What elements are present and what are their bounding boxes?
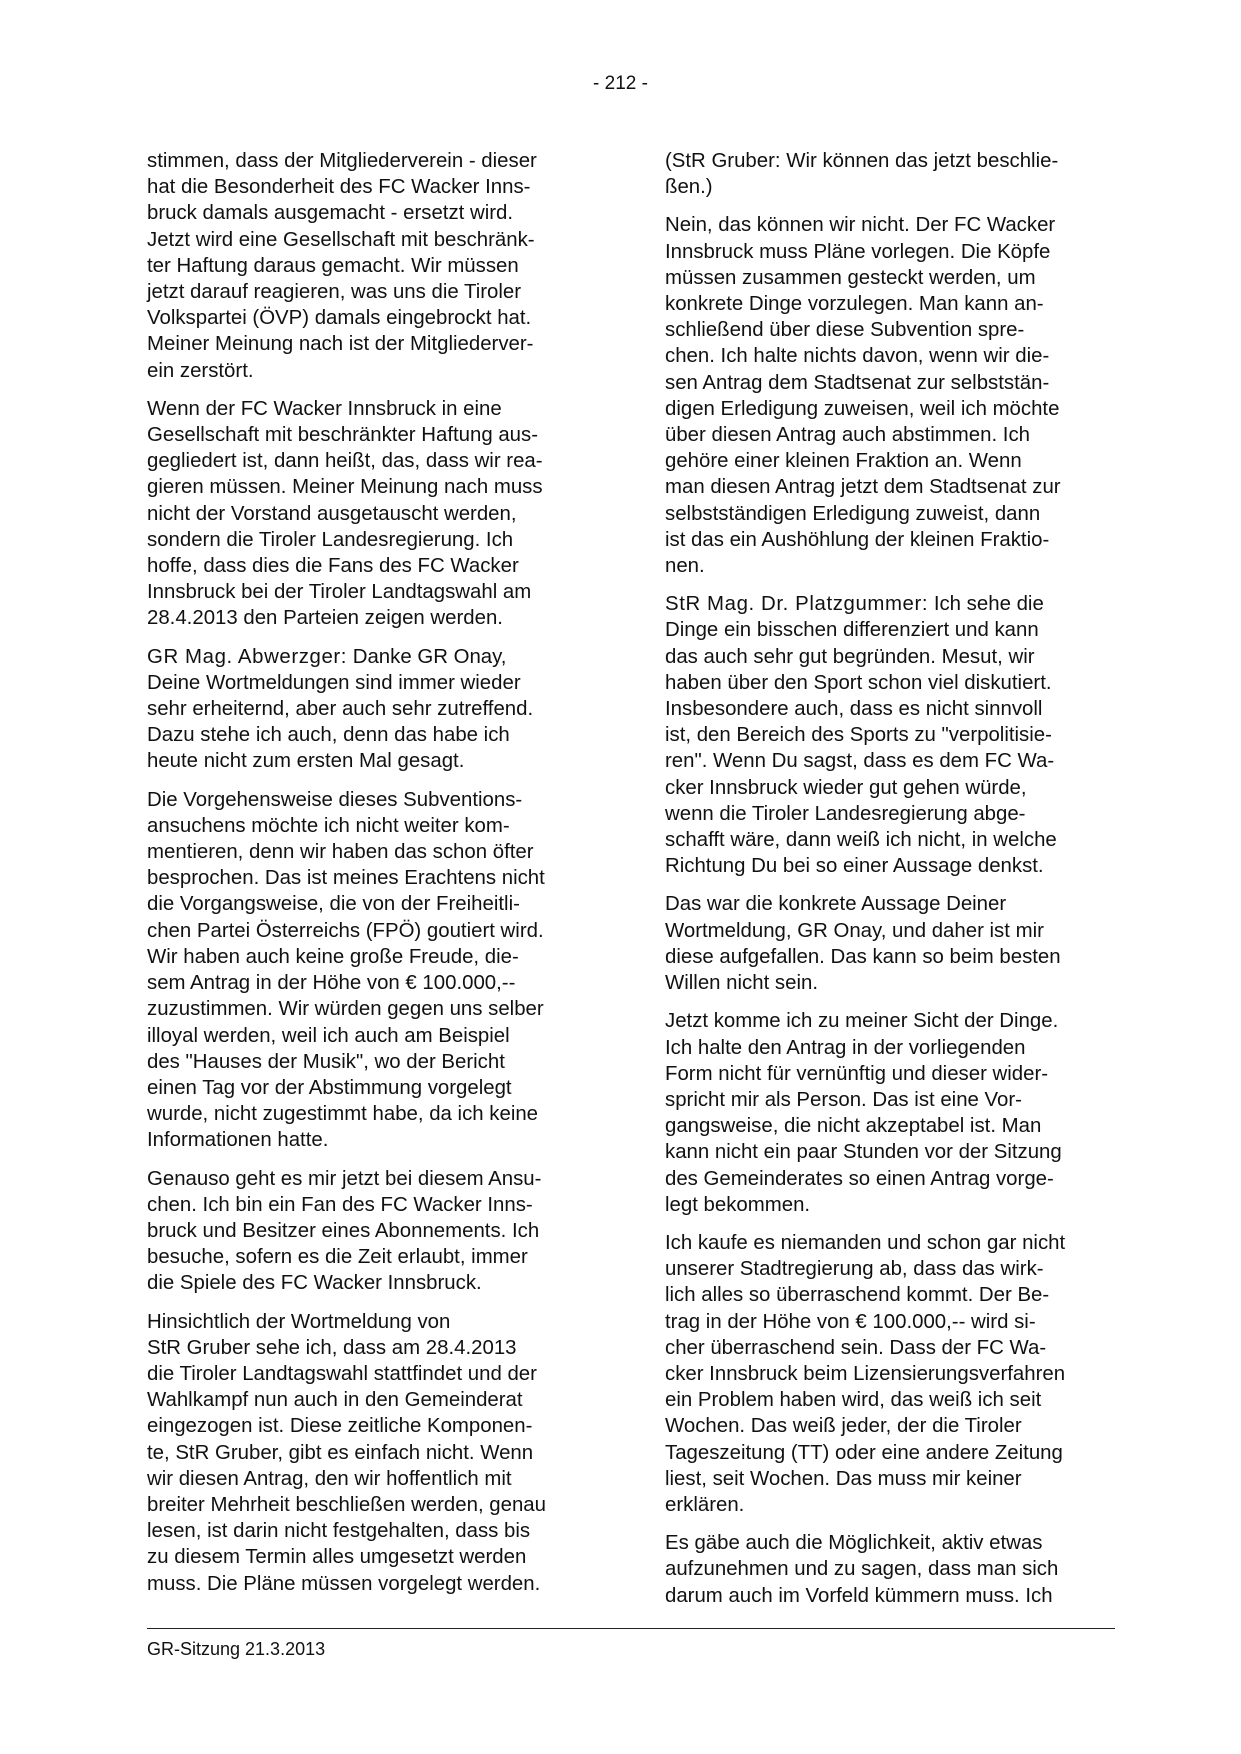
speaker-paragraph <box>147 644 599 775</box>
speech-text: Ich sehe die Dinge ein bisschen differenziert und kann das auch sehr gut begründen. Mesut, wir haben über den Sport schon viel diskutiert. Insbesondere auch, dass es nicht sinnvoll ist, den Bereich des Sports zu "verpolitisie- ren". Wenn Du sagst, dass es dem FC Wa- cker Innsbruck wieder gut gehen würde, wenn die Tiroler Landesregierung abge- schafft wäre, dann weiß ich nicht, in welche Richtung Du bei so einer Aussage denkst. <box>665 593 1057 878</box>
speaker-name: GR Mag. Abwerzger: <box>147 645 348 668</box>
paragraph: Das war die konkrete Aussage Deiner Wortmeldung, GR Onay, und daher ist mir diese aufgefallen. Das kann so beim besten Willen nicht sein. <box>665 893 1061 995</box>
speaker-paragraph <box>665 591 1125 879</box>
paragraph: Es gäbe auch die Möglichkeit, aktiv etwas aufzunehmen und zu sagen, dass man sich darum auch im Vorfeld kümmern muss. Ich <box>665 1532 1059 1607</box>
left-column <box>147 148 599 1609</box>
speaker-name: StR Mag. Dr. Platzgummer: <box>665 593 929 616</box>
paragraph: stimmen, dass der Mitgliederverein - dieser hat die Besonderheit des FC Wacker Inns- bruck damals ausgemacht - ersetzt wird. Jetzt wird eine Gesellschaft mit beschränk- ter Haftung daraus gemacht. Wir müssen jetzt darauf reagieren, was uns die Tiroler Volkspartei (ÖVP) damals eingebrockt hat. Meiner Meinung nach ist der Mitgliederver- ein zerstört. <box>147 150 537 382</box>
right-column <box>665 148 1125 1621</box>
footer-session-label: GR-Sitzung 21.3.2013 <box>147 1639 326 1659</box>
paragraph: Hinsichtlich der Wortmeldung von StR Gruber sehe ich, dass am 28.4.2013 die Tiroler Landtagswahl stattfindet und der Wahlkampf nun auch in den Gemeinderat eingezogen ist. Diese zeitliche Komponen- te, StR Gruber, gibt es einfach nicht. Wenn wir diesen Antrag, den wir hoffentlich mit breiter Mehrheit beschließen werden, genau lesen, ist darin nicht festgehalten, dass bis zu diesem Termin alles umgesetzt werden muss. Die Pläne müssen vorgelegt werden. <box>147 1310 546 1595</box>
page-number: - 212 - <box>593 73 648 94</box>
paragraph: Die Vorgehensweise dieses Subventions- ansuchens möchte ich nicht weiter kom- mentieren, denn wir haben das schon öfter besprochen. Das ist meines Erachtens nicht die Vorgangsweise, die von der Freiheitli- chen Partei Österreichs (FPÖ) goutiert wird. Wir haben auch keine große Freude, die- sem Antrag in der Höhe von € 100.000,-- zuzustimmen. Wir würden gegen uns selber illoyal werden, weil ich auch am Beispiel des "Hauses der Musik", wo der Bericht einen Tag vor der Abstimmung vorgelegt wurde, nicht zugestimmt habe, da ich keine Informationen hatte. <box>147 788 545 1152</box>
paragraph: Nein, das können wir nicht. Der FC Wacker Innsbruck muss Pläne vorlegen. Die Köpfe müssen zusammen gesteckt werden, um konkrete Dinge vorzulegen. Man kann an- schließend über diese Subvention spre- chen. Ich halte nichts davon, wenn wir die- sen Antrag dem Stadtsenat zur selbststän- digen Erledigung zuweisen, weil ich möchte über diesen Antrag auch abstimmen. Ich gehöre einer kleinen Fraktion an. Wenn man diesen Antrag jetzt dem Stadtsenat zur selbstständigen Erledigung zuweist, dann ist das ein Aushöhlung der kleinen Fraktio- nen. <box>665 214 1061 578</box>
interjection: (StR Gruber: Wir können das jetzt beschlie- ßen.) <box>665 150 1059 199</box>
paragraph: Genauso geht es mir jetzt bei diesem Ansu- chen. Ich bin ein Fan des FC Wacker Inns- bruck und Besitzer eines Abonnements. Ich besuche, sofern es die Zeit erlaubt, immer die Spiele des FC Wacker Innsbruck. <box>147 1167 542 1295</box>
paragraph: Ich kaufe es niemanden und schon gar nicht unserer Stadtregierung ab, dass das wirk- lich alles so überraschend kommt. Der Be- trag in der Höhe von € 100.000,-- wird si- cher überraschend sein. Dass der FC Wa- cker Innsbruck beim Lizensierungsverfahren ein Problem haben wird, das weiß ich seit Wochen. Das weiß jeder, der die Tiroler Tageszeitung (TT) oder eine andere Zeitung liest, seit Wochen. Das muss mir keiner erklären. <box>665 1231 1066 1516</box>
footer-divider <box>147 1628 1115 1629</box>
paragraph: Wenn der FC Wacker Innsbruck in eine Gesellschaft mit beschränkter Haftung aus- gegliedert ist, dann heißt, das, dass wir rea- gieren müssen. Meiner Meinung nach muss nicht der Vorstand ausgetauscht werden, sondern die Tiroler Landesregierung. Ich hoffe, dass dies die Fans des FC Wacker Innsbruck bei der Tiroler Landtagswahl am 28.4.2013 den Parteien zeigen werden. <box>147 397 543 630</box>
speech-text: Danke GR Onay, Deine Wortmeldungen sind immer wieder sehr erheiternd, aber auch sehr zutreffend. Dazu stehe ich auch, denn das habe ich heute nicht zum ersten Mal gesagt. <box>147 645 534 773</box>
paragraph: Jetzt komme ich zu meiner Sicht der Dinge. Ich halte den Antrag in der vorliegenden Form nicht für vernünftig und dieser wider- spricht mir als Person. Das ist eine Vor- gangsweise, die nicht akzeptabel ist. Man kann nicht ein paar Stunden vor der Sitzung des Gemeinderates so einen Antrag vorge- legt bekommen. <box>665 1010 1062 1216</box>
